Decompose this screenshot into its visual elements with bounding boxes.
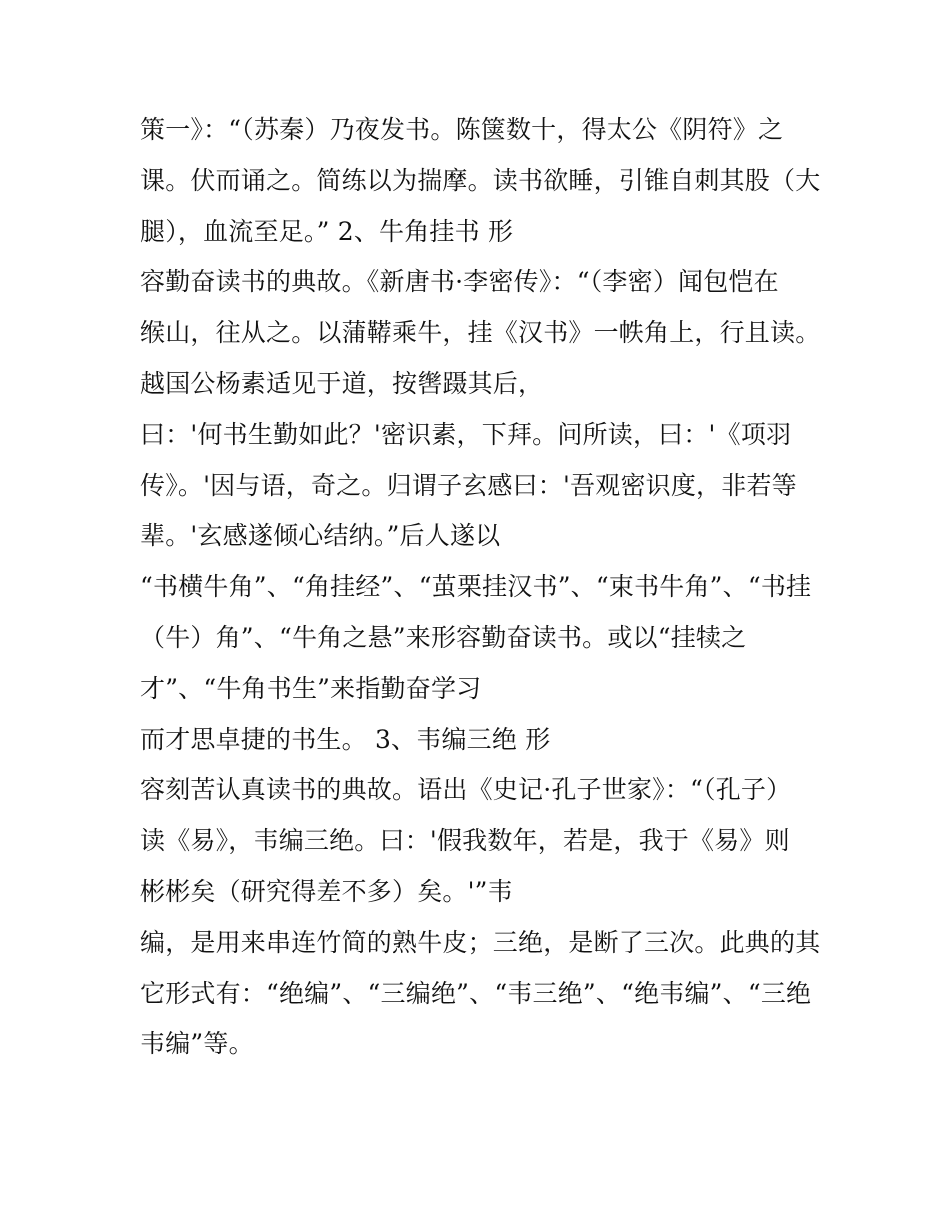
body-text [140, 110, 830, 1075]
text-line: 容勤奋读书的典故。《新唐书·李密传》：“（李密）闻包恺在 [140, 267, 779, 297]
text-line: 编，是用来串连竹简的熟牛皮；三绝，是断了三次。此典的其 [140, 927, 821, 957]
text-line: 策一》：“（苏秦）乃夜发书。陈箧数十，得太公《阴符》之 [140, 115, 784, 144]
text-line: 彬彬矣（研究得差不多）矣。'”韦 [140, 876, 513, 906]
text-line: 缑山，往从之。以蒲鞯乘牛，挂《汉书》一帙角上，行且读。 [140, 318, 821, 348]
text-line: 而才思卓捷的书生。 3、韦编三绝 形 [140, 724, 551, 754]
text-line: 传》。'因与语，奇之。归谓子玄感曰：'吾观密识度，非若等 [140, 470, 797, 500]
text-line: 辈。'玄感遂倾心结纳。”后人遂以 [140, 521, 501, 551]
text-line: 腿），血流至足。” 2、牛角挂书 形 [140, 216, 514, 246]
text-line: 课。伏而诵之。简练以为揣摩。读书欲睡，引锥自刺其股（大 [140, 165, 821, 195]
text-line: （牛）角”、“牛角之悬”来形容勤奋读书。或以“挂犊之 [140, 622, 747, 652]
text-line: 曰：'何书生勤如此？'密识素，下拜。问所读，曰：'《项羽 [140, 419, 792, 449]
text-line: 才”、“牛角书生”来指勤奋学习 [140, 673, 482, 703]
text-line: 越国公杨素适见于道，按辔蹑其后， [140, 368, 544, 398]
text-line: 读《易》，韦编三绝。曰：'假我数年，若是，我于《易》则 [140, 826, 790, 856]
text-line: 韦编”等。 [140, 1029, 254, 1059]
text-line: 它形式有：“绝编”、“三编绝”、“韦三绝”、“绝韦编”、“三绝 [140, 978, 812, 1008]
text-line: 容刻苦认真读书的典故。语出《史记·孔子世家》：“（孔子） [140, 775, 792, 805]
text-line: “书横牛角”、“角挂经”、“茧栗挂汉书”、“束书牛角”、“书挂 [140, 572, 812, 602]
